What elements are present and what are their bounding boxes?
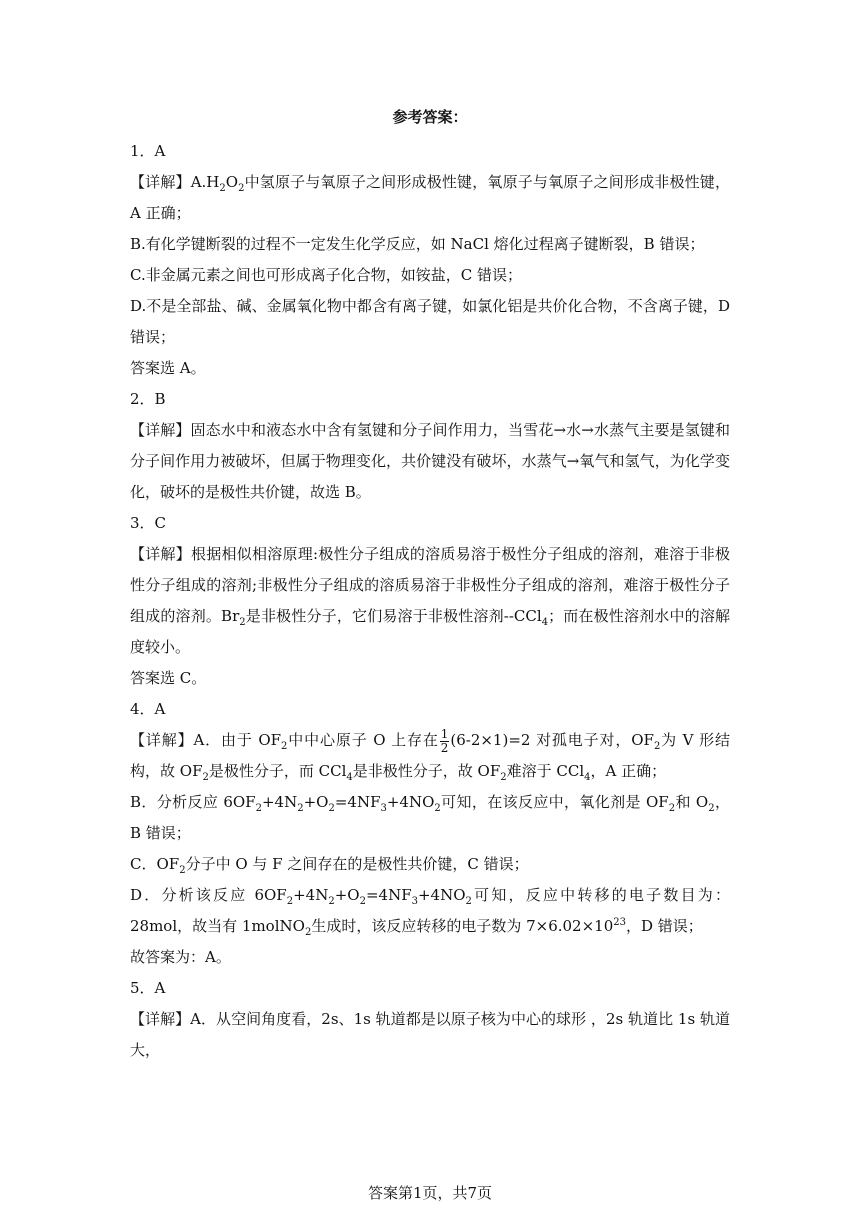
q3-explanation: 【详解】根据相似相溶原理:极性分子组成的溶质易溶于极性分子组成的溶剂，难溶于非极性分子组成的溶剂;非极性分子组成的溶质易溶于非极性分子组成的溶剂，难溶于极性分子组成的溶剂。$Br_2$是非极性分子，它们易溶于非极性溶剂--CCl$_4$；而在极性溶剂水中的溶解度较小。 xyxy=(130,545,730,656)
q5-explanation: 【详解】A．从空间角度看，2s、1s 轨道都是以原子核为中心的球形 ，2s 轨道比 1s 轨道大， xyxy=(130,1010,730,1059)
q2-explanation: 【详解】固态水中和液态水中含有氢键和分子间作用力，当雪花→水→水蒸气主要是氢键和分子间作用力被破坏，但属于物理变化，共价键没有破坏，水蒸气→氧气和氢气，为化学变化，破坏的是极性共价键，故选 B。 xyxy=(130,421,730,501)
answer-number-5: 5．A xyxy=(130,979,166,997)
page-footer: 答案第1页，共7页 xyxy=(367,1184,493,1202)
answer-number-1: 1．A xyxy=(130,142,166,160)
q4-option-a: 【详解】A．由于 $OF_2$中中心原子 O 上存在 $\frac{1}{2}$ (6-2×1)=2 对孤电子对，$OF_2$为 V 形结构，故 $OF_2$是极性分子，而 CCl$_4$是非极性分子，故 $OF_2$难溶于 CCl$_4$，A 正确； xyxy=(130,726,730,783)
page-title: 参考答案： xyxy=(392,108,468,126)
q4-option-b: B．分析反应 $6OF_2+4N_2+O_2=4NF_3+4NO_2$可知，在该反应中，氧化剂是 $OF_2$和 $O_2$，B 错误； xyxy=(130,793,730,842)
q1-option-b: B.有化学键断裂的过程不一定发生化学反应，如 NaCl 熔化过程离子键断裂，B 错误； xyxy=(130,235,705,253)
answer-number-3: 3．C xyxy=(130,514,167,532)
q1-option-a: 【详解】$A.H_2O_2$中氢原子与氧原子之间形成极性键，氧原子与氧原子之间形成非极性键，A 正确； xyxy=(130,173,730,222)
fraction-one-half: $\frac{1}{2}$ xyxy=(440,726,449,755)
answer-number-2: 2．B xyxy=(130,390,166,408)
q4-conclusion: 故答案为：A。 xyxy=(130,948,231,966)
q4-option-d: D．分析该反应 $6OF_2+4N_2+O_2=4NF_3+4NO_2$可知，反应中转移的电子数目为：28mol，故当有 1molNO$_2$生成时，该反应转移的电子数为 $7\times 6.02\times 10^{23}$，D 错误； xyxy=(130,886,730,938)
q1-conclusion: 答案选 A。 xyxy=(130,359,206,377)
q4-option-c: C．$OF_2$分子中 O 与 F 之间存在的是极性共价键，C 错误； xyxy=(130,855,529,876)
q3-conclusion: 答案选 C。 xyxy=(130,669,207,687)
q1-option-d: D.不是全部盐、碱、金属氧化物中都含有离子键，如氯化铝是共价化合物，不含离子键，D 错误； xyxy=(130,297,730,346)
answer-number-4: 4．A xyxy=(130,700,166,718)
answer-content xyxy=(130,136,730,1066)
q1-option-c: C.非金属元素之间也可形成离子化合物，如铵盐，C 错误； xyxy=(130,266,522,284)
